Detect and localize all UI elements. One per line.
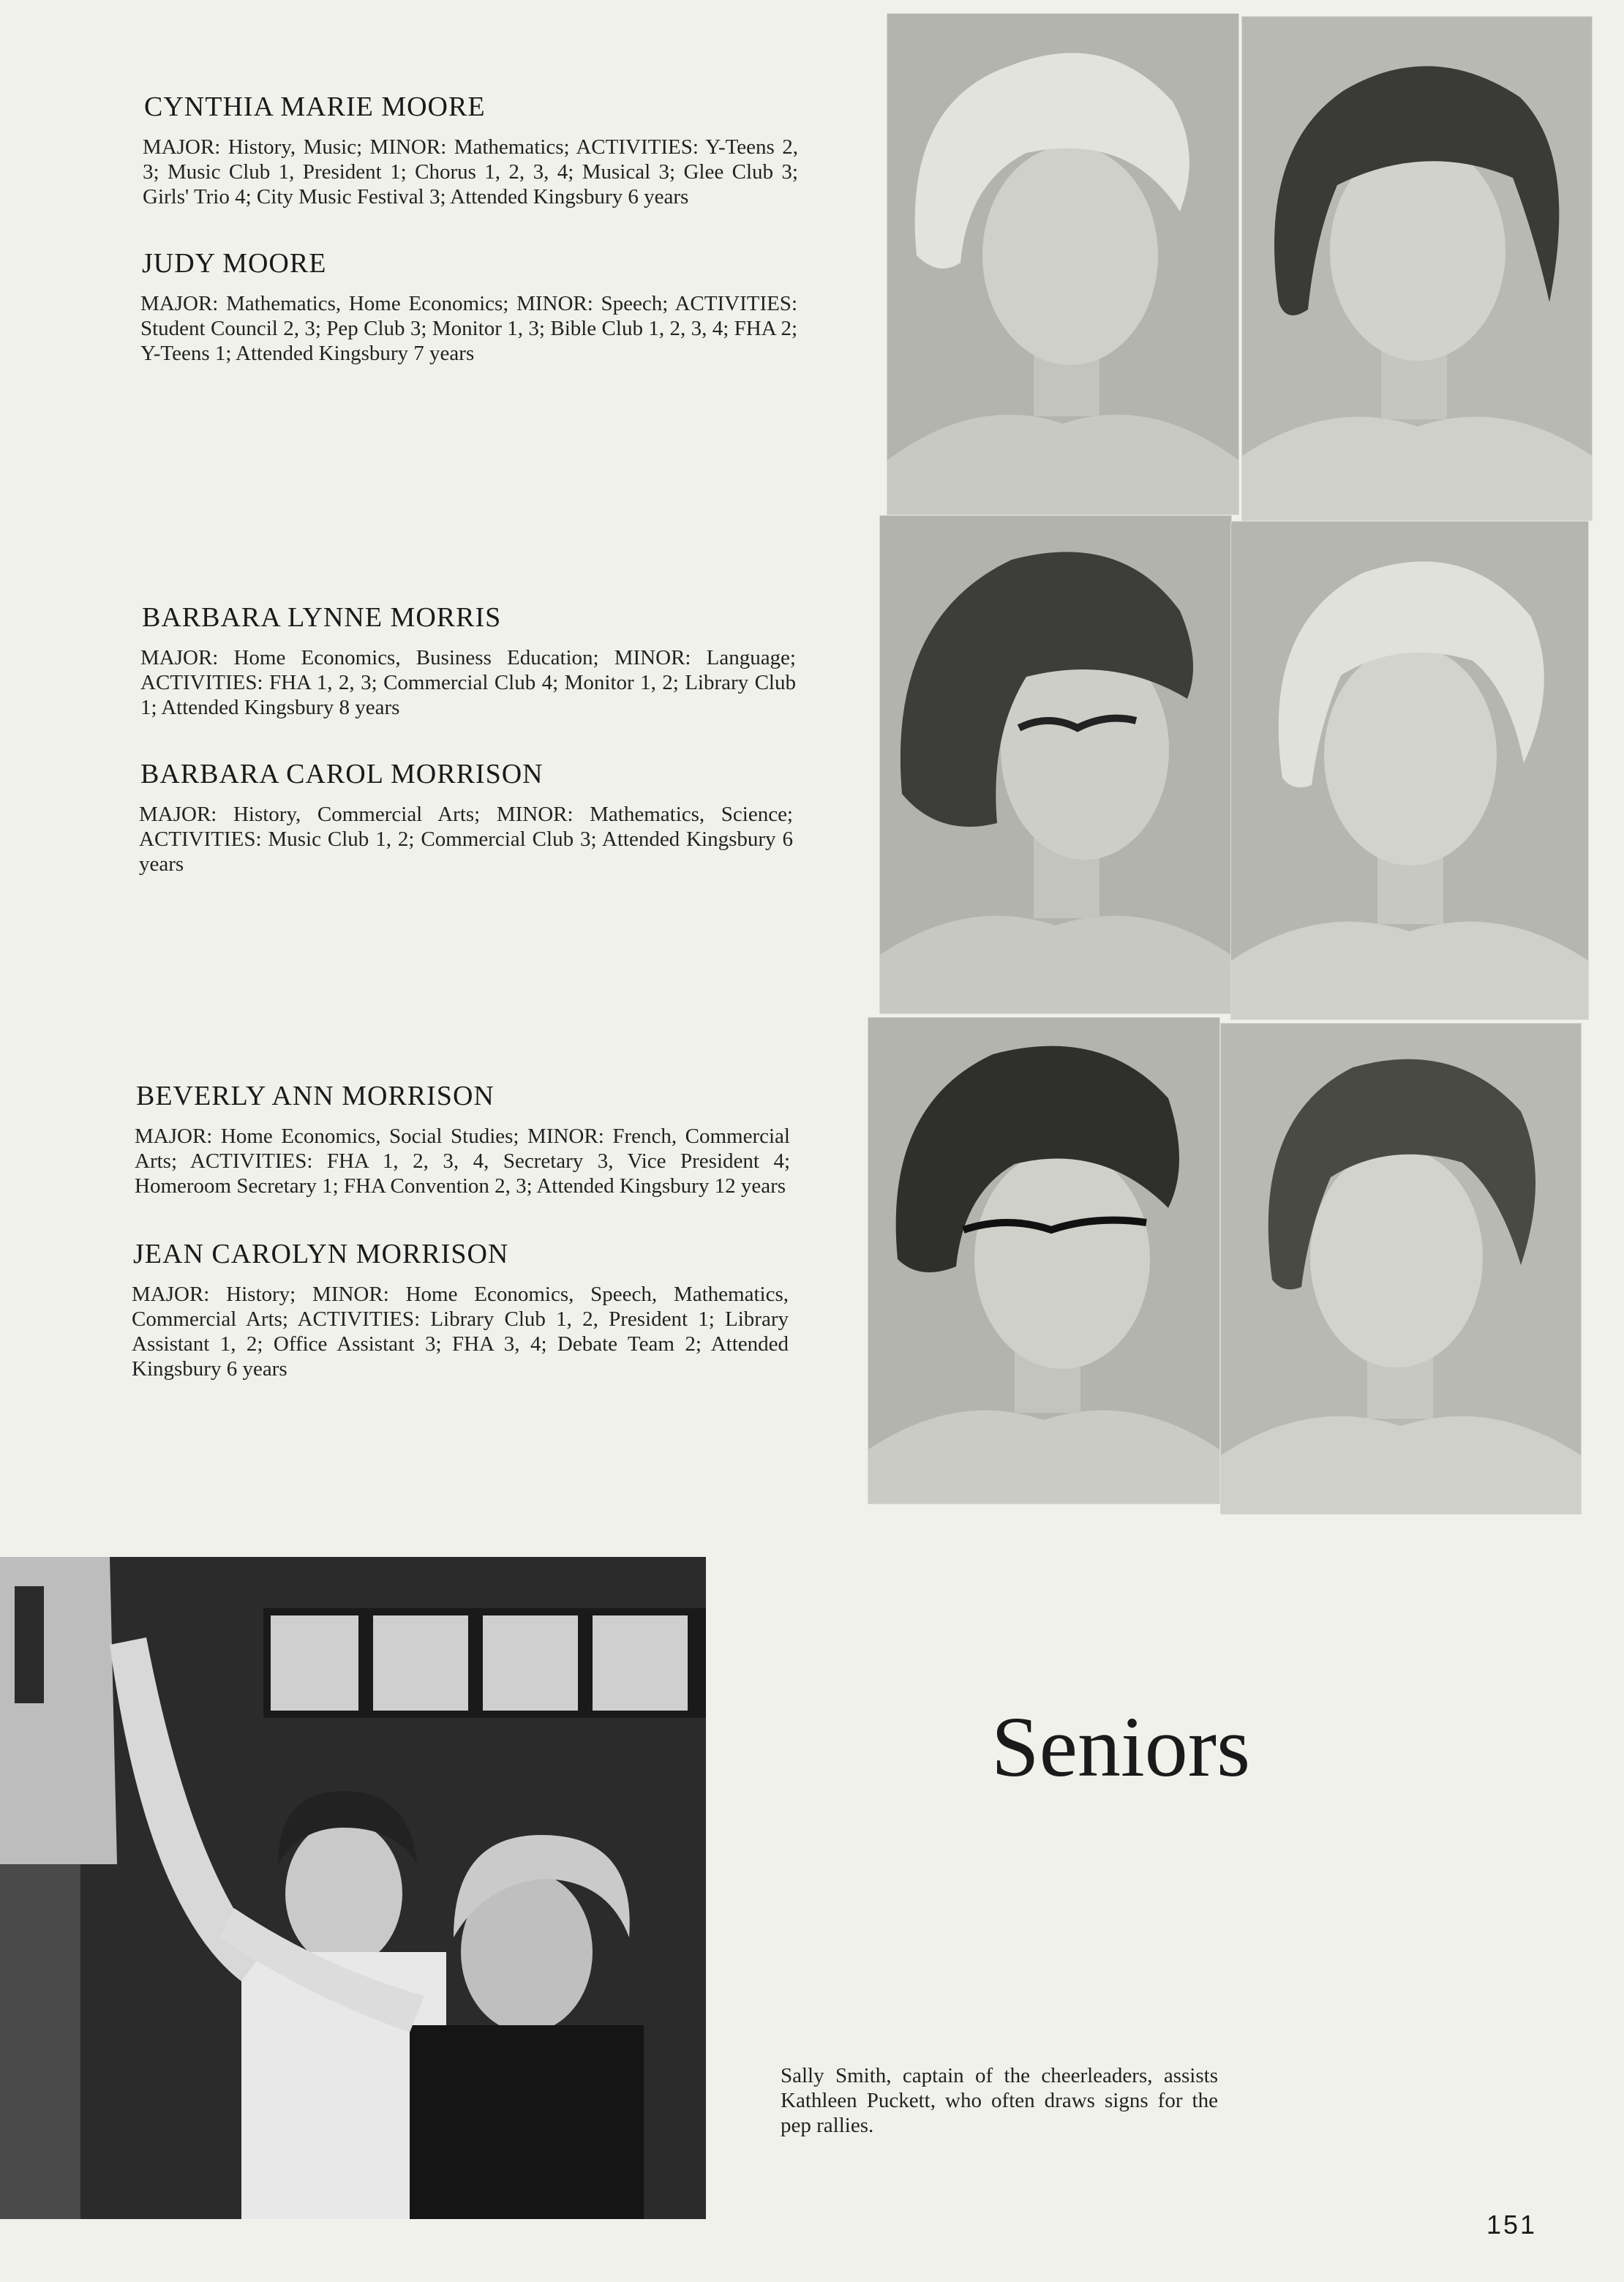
senior-portrait [879, 515, 1232, 1014]
senior-name: BEVERLY ANN MORRISON [136, 1081, 495, 1111]
senior-portrait [887, 13, 1239, 515]
senior-name: JEAN CAROLYN MORRISON [133, 1239, 509, 1269]
senior-bio: MAJOR: History; MINOR: Home Economics, Speech, Mathematics, Commercial Arts; ACTIVITIES: Library Club 1, 2, President 1; Library Assistant 1, 2; Office Assistant 3; FHA 3, 4; Debate Team 2; Attended Kingsbury 6 years [132, 1283, 789, 1381]
senior-bio: MAJOR: Home Economics, Social Studies; MINOR: French, Commercial Arts; ACTIVITIES: FHA 1, 2, 3, 4, Secretary 3, Vice President 4; Homeroom Secretary 1; FHA Convention 2, 3; Attended Kingsbury 12 years [135, 1125, 790, 1198]
senior-portrait [1230, 521, 1589, 1020]
candid-photo [0, 1557, 706, 2219]
photo-caption: Sally Smith, captain of the cheerleaders, assists Kathleen Puckett, who often draws signs for the pep rallies. [781, 2064, 1218, 2137]
section-title: Seniors [991, 1699, 1250, 1795]
senior-bio: MAJOR: History, Music; MINOR: Mathematics; ACTIVITIES: Y-Teens 2, 3; Music Club 1, President 1; Chorus 1, 2, 3, 4; Musical 3; Glee Club 3; Girls' Trio 4; City Music Festival 3; Attended Kingsbury 6 years [143, 135, 798, 209]
page-number: 151 [1486, 2210, 1538, 2240]
senior-bio: MAJOR: Mathematics, Home Economics; MINOR: Speech; ACTIVITIES: Student Council 2, 3; Pep Club 3; Monitor 1, 3; Bible Club 1, 2, 3, 4; FHA 2; Y-Teens 1; Attended Kingsbury 7 years [140, 292, 797, 365]
senior-portrait [1220, 1023, 1582, 1515]
senior-portrait [1241, 16, 1593, 521]
senior-bio: MAJOR: Home Economics, Business Education; MINOR: Language; ACTIVITIES: FHA 1, 2, 3; Commercial Club 4; Monitor 1, 2; Library Club 1; Attended Kingsbury 8 years [140, 646, 796, 719]
senior-name: CYNTHIA MARIE MOORE [144, 91, 486, 122]
senior-bio: MAJOR: History, Commercial Arts; MINOR: Mathematics, Science; ACTIVITIES: Music Club 1, 2; Commercial Club 3; Attended Kingsbury 6 years [139, 803, 793, 876]
senior-name: JUDY MOORE [142, 248, 327, 279]
senior-name: BARBARA LYNNE MORRIS [142, 602, 502, 633]
senior-name: BARBARA CAROL MORRISON [140, 759, 544, 789]
senior-portrait [868, 1017, 1220, 1504]
